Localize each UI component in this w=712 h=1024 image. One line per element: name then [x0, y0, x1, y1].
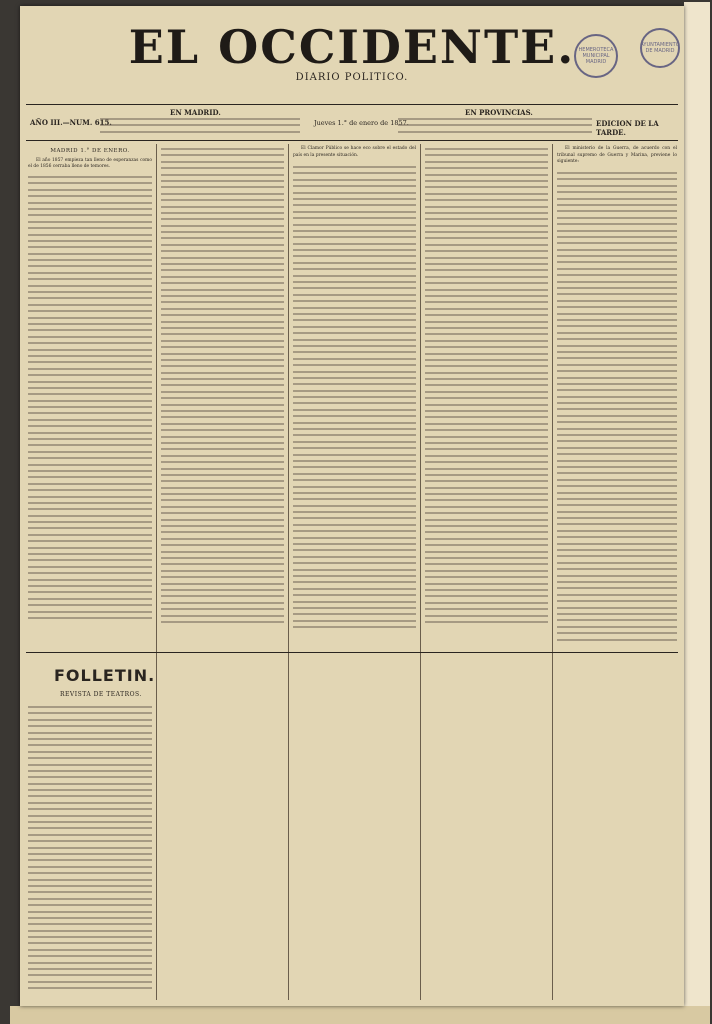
column-4-body — [425, 148, 548, 627]
column-rule — [156, 144, 157, 1000]
stamp-text: HEMEROTECA MUNICIPAL MADRID — [578, 47, 614, 65]
provincias-pricing-text — [398, 118, 592, 137]
newspaper-page — [20, 6, 684, 1006]
column-1 — [28, 146, 152, 173]
column-1-body — [28, 176, 152, 623]
edition-label: EDICION DE LA TARDE. — [596, 119, 659, 137]
newspaper-title: EL OCCIDENTE. — [128, 20, 576, 74]
column-rule — [552, 144, 553, 1000]
folletin-rule — [26, 652, 678, 653]
column-5-body — [557, 172, 677, 645]
seal-text: AYUNTAMIENTO DE MADRID — [640, 42, 680, 54]
paper-edge-bottom — [10, 1006, 710, 1024]
header-rule-bottom — [26, 140, 678, 141]
paper-edge-right — [684, 2, 710, 1020]
issue-number: AÑO III.—NUM. 615. — [30, 118, 112, 127]
issue-date: Jueves 1.° de enero de 1857. — [314, 119, 409, 127]
column-3-lead: El Clamor Público se hace eco sobre el estado del país en la presente situación. — [293, 146, 416, 158]
column-5 — [557, 146, 677, 168]
column-5-lead: El ministerio de la Guerra, de acuerdo con el tribunal supremo de Guerra y Marina, previene lo siguiente: — [557, 146, 677, 165]
madrid-pricing-text — [100, 118, 300, 137]
folletin-body — [28, 706, 152, 994]
column-3 — [293, 146, 416, 161]
column-2-body — [161, 148, 284, 627]
column-3-body — [293, 166, 416, 633]
column-rule — [420, 144, 421, 1000]
newspaper-subtitle: DIARIO POLITICO. — [295, 72, 409, 83]
provincias-pricing-label: EN PROVINCIAS. — [465, 108, 533, 117]
column-1-lead: El año 1857 empieza tan lleno de esperanzas como el de 1856 cerraba lleno de temores. — [28, 157, 152, 170]
folletin-section: REVISTA DE TEATROS. — [60, 691, 142, 698]
column-rule — [288, 144, 289, 1000]
madrid-pricing-label: EN MADRID. — [170, 108, 221, 117]
header-rule-top — [26, 104, 678, 105]
masthead — [20, 22, 684, 83]
folletin-title: FOLLETIN. — [54, 666, 156, 685]
column-1-heading: MADRID 1.° DE ENERO. — [50, 148, 130, 154]
